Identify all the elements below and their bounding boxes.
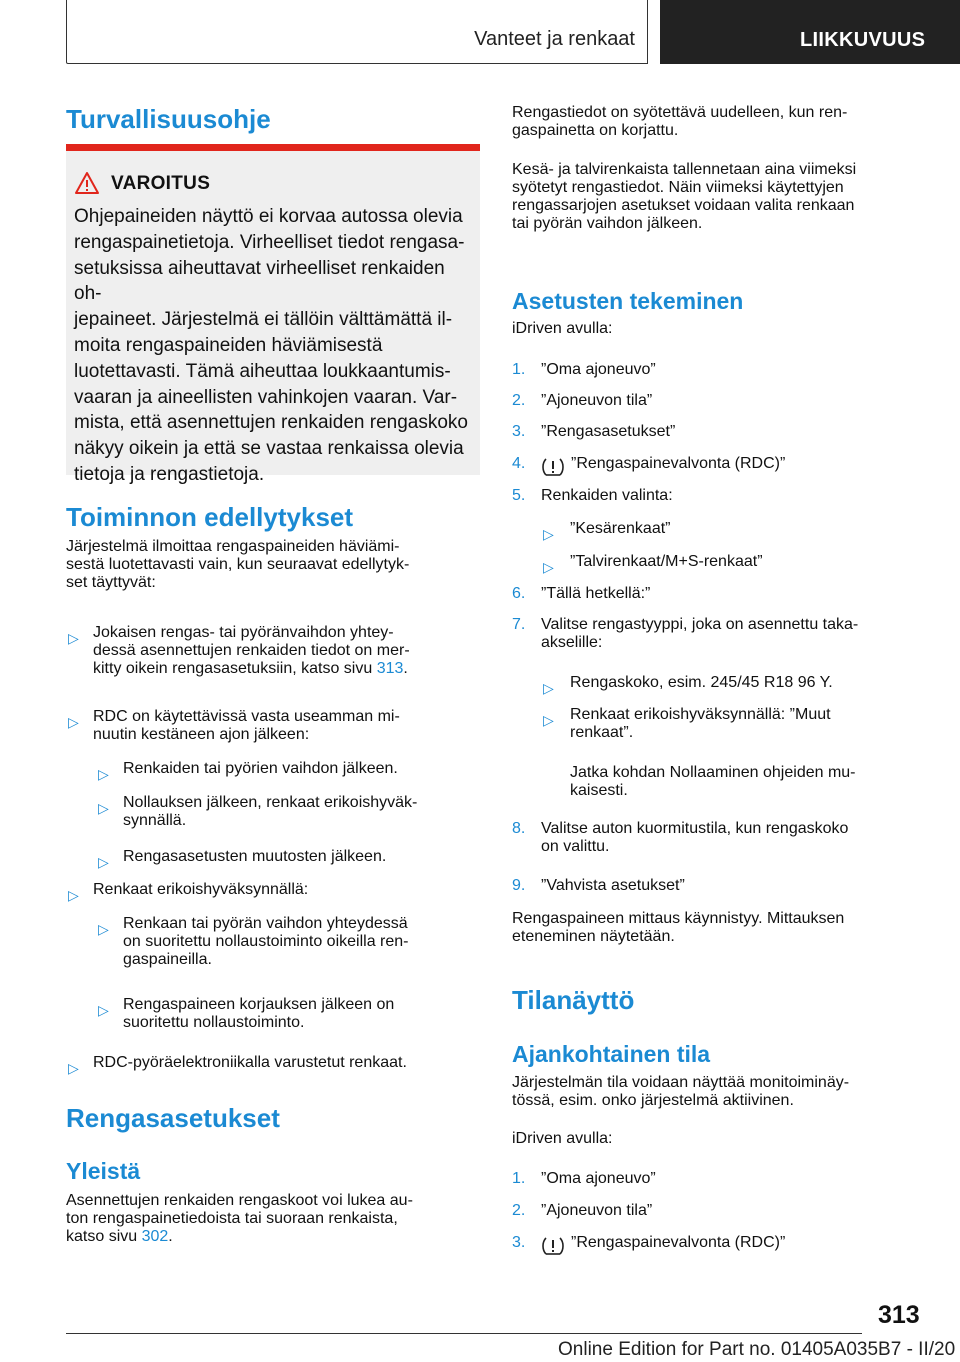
- header-chapter-tab: [660, 0, 960, 64]
- footer-edition: Online Edition for Part no. 01405A035B7 - II/20: [558, 1339, 956, 1360]
- step-number: 4.: [512, 455, 526, 472]
- bullet-icon: ▷: [98, 1002, 109, 1018]
- warning-bar: [66, 144, 480, 151]
- list-item: Renkaan tai pyörän vaihdon yhteydessä on suoritettu nollaustoiminto oikeilla ren- gaspaineilla.: [123, 915, 409, 968]
- list-item: Rengasasetusten muutosten jälkeen.: [123, 848, 387, 865]
- subheading-current-status: Ajankohtainen tila: [512, 1041, 711, 1067]
- idrive-label: iDriven avulla:: [512, 320, 613, 337]
- measure-text: Rengaspaineen mittaus käynnistyy. Mittauksen eteneminen näytetään.: [512, 910, 845, 945]
- warning-triangle-icon: [74, 171, 100, 195]
- step-text: ”Oma ajoneuvo”: [541, 1170, 656, 1187]
- step-text: ”Ajoneuvon tila”: [541, 1202, 653, 1219]
- list-item: Rengaspaineen korjauksen jälkeen on suoritettu nollaustoiminto.: [123, 996, 395, 1031]
- step-text: ”Ajoneuvon tila”: [541, 392, 653, 409]
- step-text: ”Rengaspainevalvonta (RDC)”: [571, 455, 786, 472]
- footer-divider: [66, 1333, 862, 1334]
- step-number: 1.: [512, 1170, 526, 1187]
- list-item: Renkaat erikoishyväksynnällä: ”Muut renkaat”.: [570, 706, 831, 741]
- bullet-icon: ▷: [68, 714, 79, 730]
- intro-paragraph-1: Rengastiedot on syötettävä uudelleen, kun ren- gaspainetta on korjattu.: [512, 104, 848, 139]
- bullet-icon: ▷: [68, 630, 79, 646]
- list-item: Nollauksen jälkeen, renkaat erikoishyväk- synnällä.: [123, 794, 418, 829]
- header-section-tab: [66, 0, 648, 64]
- heading-tire-settings: Rengasasetukset: [66, 1103, 280, 1133]
- bullet-icon: ▷: [98, 921, 109, 937]
- step-text: ”Oma ajoneuvo”: [541, 361, 656, 378]
- step-text: Valitse auton kuormitustila, kun rengaskoko on valittu.: [541, 820, 849, 855]
- page-link-313[interactable]: 313: [376, 660, 404, 677]
- general-text: Asennettujen renkaiden rengaskoot voi lukea au- ton rengaspainetiedoista tai suoraan renkaista, katso sivu 302.: [66, 1192, 413, 1245]
- step-text: Renkaiden valinta:: [541, 487, 673, 504]
- warning-title: VAROITUS: [111, 173, 211, 194]
- bullet-icon: ▷: [543, 526, 554, 542]
- bullet-icon: ▷: [543, 712, 554, 728]
- bullet-icon: ▷: [98, 854, 109, 870]
- page-number: 313: [878, 1301, 920, 1329]
- prereq-intro: Järjestelmä ilmoittaa rengaspaineiden häviämi- sestä luotettavasti vain, kun seuraavat edellytyk- set täyttyvät:: [66, 538, 410, 591]
- page-link-302[interactable]: 302: [141, 1228, 169, 1245]
- step-number: 2.: [512, 392, 526, 409]
- bullet-icon: ▷: [98, 766, 109, 782]
- step-number: 3.: [512, 1234, 526, 1251]
- bullet-icon: ▷: [68, 887, 79, 903]
- bullet-icon: ▷: [543, 559, 554, 575]
- step-number: 7.: [512, 616, 526, 633]
- list-item: RDC on käytettävissä vasta useamman mi- nuutin kestäneen ajon jälkeen:: [93, 708, 400, 743]
- step-text: ”Rengasasetukset”: [541, 423, 676, 440]
- subheading-general: Yleistä: [66, 1158, 141, 1184]
- intro-paragraph-2: Kesä- ja talvirenkaista tallennetaan aina viimeksi syötetyt rengastiedot. Näin viimeksi käytettyjen rengassarjojen asetukset voidaan valita renkaan tai pyörän vaihdon jälkeen.: [512, 161, 857, 232]
- step-number: 3.: [512, 423, 526, 440]
- list-item: Renkaat erikoishyväksynnällä:: [93, 881, 309, 898]
- list-item: Jokaisen rengas- tai pyöränvaihdon yhtey- dessä asennettujen renkaiden tiedot on mer- kitty oikein rengasasetuksiin, katso sivu 313.: [93, 624, 410, 677]
- step-number: 9.: [512, 877, 526, 894]
- list-item: RDC-pyöräelektroniikalla varustetut renkaat.: [93, 1054, 407, 1071]
- step-number: 6.: [512, 585, 526, 602]
- list-item: ”Kesärenkaat”: [570, 520, 671, 537]
- step-text: ”Vahvista asetukset”: [541, 877, 685, 894]
- step-text: ”Tällä hetkellä:”: [541, 585, 651, 602]
- step-number: 8.: [512, 820, 526, 837]
- step-number: 5.: [512, 487, 526, 504]
- step-text: Valitse rengastyyppi, joka on asennettu taka- akselille:: [541, 616, 859, 651]
- heading-prerequisites: Toiminnon edellytykset: [66, 502, 354, 532]
- idrive-label-2: iDriven avulla:: [512, 1130, 613, 1147]
- bullet-icon: ▷: [68, 1060, 79, 1076]
- current-text: Järjestelmän tila voidaan näyttää monitoiminäy- tössä, esim. onko järjestelmä aktiivinen.: [512, 1074, 850, 1109]
- bullet-icon: ▷: [543, 680, 554, 696]
- list-item: Rengaskoko, esim. 245/45 R18 96 Y.: [570, 674, 833, 691]
- list-item: ”Talvirenkaat/M+S-renkaat”: [570, 553, 763, 570]
- header-section-title: Vanteet ja renkaat: [474, 28, 635, 50]
- step-number: 1.: [512, 361, 526, 378]
- step-text: ”Rengaspainevalvonta (RDC)”: [571, 1234, 786, 1251]
- warning-box: [66, 144, 480, 485]
- subheading-making-settings: Asetusten tekeminen: [512, 288, 744, 314]
- list-item: Renkaiden tai pyörien vaihdon jälkeen.: [123, 760, 398, 777]
- tire-pressure-icon: [541, 456, 565, 478]
- warning-text: Ohjepaineiden näyttö ei korvaa autossa olevia rengaspainetietoja. Virheelliset tiedot rengasa- setuksissa aiheuttavat virheelliset renkaiden oh- jepaineet. Järjestelmä ei tällöin välttämättä il- moita rengaspaineiden häviämisestä luotettavasti. Tämä aiheuttaa loukkaantumis- vaaran ja aineellisten vahinkojen vaaran. Var- mista, että asennettujen renkaiden rengaskoko näkyy oikein ja että se vastaa renkaissa olevia tietoja ja rengastietoja.: [74, 206, 468, 485]
- list-item-note: Jatka kohdan Nollaaminen ohjeiden mu- kaisesti.: [570, 764, 856, 799]
- bullet-icon: ▷: [98, 800, 109, 816]
- header-chapter-title: LIIKKUVUUS: [800, 29, 926, 51]
- heading-status-display: Tilanäyttö: [512, 985, 635, 1015]
- step-number: 2.: [512, 1202, 526, 1219]
- tire-pressure-icon: [541, 1235, 565, 1257]
- heading-safety: Turvallisuusohje: [66, 104, 271, 134]
